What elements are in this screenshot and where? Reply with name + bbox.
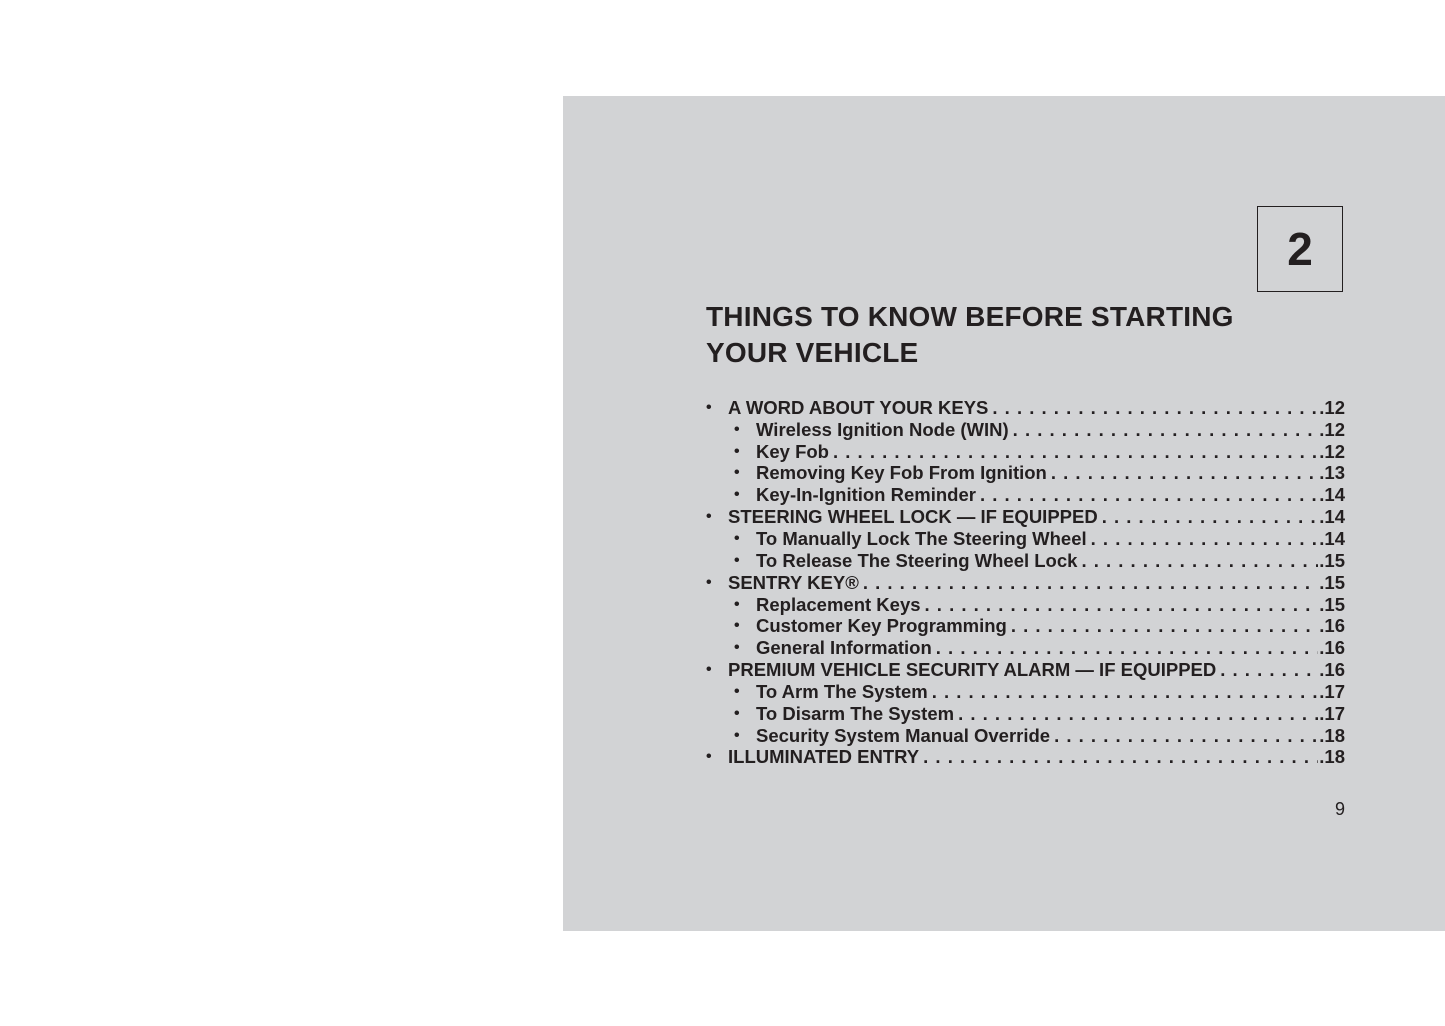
toc-entry-label: Customer Key Programming (756, 615, 1007, 637)
bullet-icon: • (734, 639, 740, 657)
toc-subentry[interactable] (706, 594, 1345, 616)
bullet-icon: • (734, 726, 740, 744)
toc-entry-page: .15 (1319, 571, 1345, 593)
bullet-icon: • (734, 529, 740, 547)
dot-leader (1047, 463, 1318, 485)
bullet-icon: • (734, 464, 740, 482)
toc-subentry[interactable] (706, 550, 1345, 572)
chapter-number-box (1257, 206, 1343, 292)
toc-entry-label: ILLUMINATED ENTRY (728, 746, 920, 768)
dot-leader (1009, 419, 1319, 441)
toc-subentry[interactable] (706, 528, 1345, 550)
toc-entry-label: Key-In-Ignition Reminder (756, 484, 976, 506)
toc-entry-label: STEERING WHEEL LOCK — IF EQUIPPED (728, 506, 1098, 528)
toc-entry-label: Security System Manual Override (756, 724, 1051, 746)
toc-entry-page: .12 (1319, 397, 1345, 418)
toc-entry-page: .16 (1319, 637, 1345, 659)
dot-leader (932, 637, 1319, 659)
toc-subentry[interactable] (706, 484, 1345, 506)
bullet-icon: • (734, 551, 740, 569)
dot-leader (954, 703, 1318, 725)
toc-entry-page: .16 (1319, 615, 1345, 637)
bullet-icon: • (734, 617, 740, 635)
toc-subentry[interactable] (706, 441, 1345, 463)
toc-entry-label: A WORD ABOUT YOUR KEYS (728, 397, 989, 418)
bullet-icon: • (734, 704, 740, 722)
dot-leader (1007, 615, 1318, 637)
toc-entry-page: .18 (1319, 724, 1345, 746)
chapter-title-line1: THINGS TO KNOW BEFORE STARTING (706, 301, 1234, 332)
dot-leader (976, 484, 1318, 506)
toc-subentry[interactable] (706, 615, 1345, 637)
toc-entry-label: To Manually Lock The Steering Wheel (756, 528, 1087, 549)
bullet-icon: • (734, 595, 740, 613)
toc-entry-label: To Release The Steering Wheel Lock (756, 549, 1078, 571)
toc-entry-page: .12 (1319, 440, 1345, 462)
bullet-icon: • (734, 420, 740, 438)
toc-entry-page: .14 (1319, 528, 1345, 549)
toc-entry-label: Removing Key Fob From Ignition (756, 462, 1047, 484)
toc-entry[interactable] (706, 506, 1345, 528)
bullet-icon: • (706, 661, 712, 679)
page-number: 9 (1334, 799, 1345, 819)
toc-subentry[interactable] (706, 681, 1345, 703)
toc-subentry[interactable] (706, 703, 1345, 725)
toc-entry-page: .12 (1319, 418, 1345, 440)
toc-entry-label: Replacement Keys (756, 593, 921, 615)
toc-entry-label: PREMIUM VEHICLE SECURITY ALARM — IF EQUIPPED (728, 659, 1217, 681)
dot-leader (921, 594, 1319, 616)
dot-leader (859, 572, 1318, 594)
bullet-icon: • (734, 486, 740, 504)
toc-subentry[interactable] (706, 637, 1345, 659)
dot-leader (1077, 550, 1318, 572)
toc-entry[interactable] (706, 572, 1345, 594)
dot-leader (829, 441, 1318, 463)
toc-subentry[interactable] (706, 419, 1345, 441)
bullet-icon: • (706, 508, 712, 526)
toc-entry-page: .17 (1319, 702, 1345, 724)
toc-entry-label: Key Fob (756, 440, 829, 462)
toc-entry-page: .16 (1319, 659, 1345, 681)
chapter-title (706, 299, 1326, 371)
bullet-icon: • (734, 442, 740, 460)
toc-entry-page: .15 (1319, 549, 1345, 571)
toc-entry[interactable] (706, 659, 1345, 681)
toc-entry[interactable] (706, 747, 1345, 769)
dot-leader (1216, 659, 1318, 681)
toc-subentry[interactable] (706, 463, 1345, 485)
toc-entry-page: .17 (1319, 680, 1345, 702)
chapter-number: 2 (1287, 223, 1313, 275)
dot-leader (919, 747, 1318, 769)
toc-entry-page: .14 (1319, 484, 1345, 506)
toc-subentry[interactable] (706, 725, 1345, 747)
toc-entry-label: SENTRY KEY® (728, 571, 859, 593)
toc-entry-label: To Disarm The System (756, 702, 955, 724)
dot-leader (1050, 725, 1318, 747)
toc-entry[interactable] (706, 397, 1345, 419)
manual-page (563, 96, 1445, 931)
dot-leader (988, 397, 1318, 419)
dot-leader (1098, 506, 1319, 528)
bullet-icon: • (734, 682, 740, 700)
toc-entry-label: General Information (756, 637, 932, 659)
toc-entry-page: .15 (1319, 593, 1345, 615)
dot-leader (928, 681, 1319, 703)
bullet-icon: • (706, 748, 712, 766)
toc-entry-page: .13 (1319, 462, 1345, 484)
bullet-icon: • (706, 398, 712, 416)
toc-entry-page: .14 (1319, 506, 1345, 528)
toc-entry-page: .18 (1319, 746, 1345, 768)
bullet-icon: • (706, 573, 712, 591)
table-of-contents (706, 397, 1345, 768)
dot-leader (1087, 528, 1319, 550)
toc-entry-label: Wireless Ignition Node (WIN) (756, 418, 1009, 440)
chapter-title-line2: YOUR VEHICLE (706, 337, 919, 368)
toc-entry-label: To Arm The System (756, 680, 928, 702)
